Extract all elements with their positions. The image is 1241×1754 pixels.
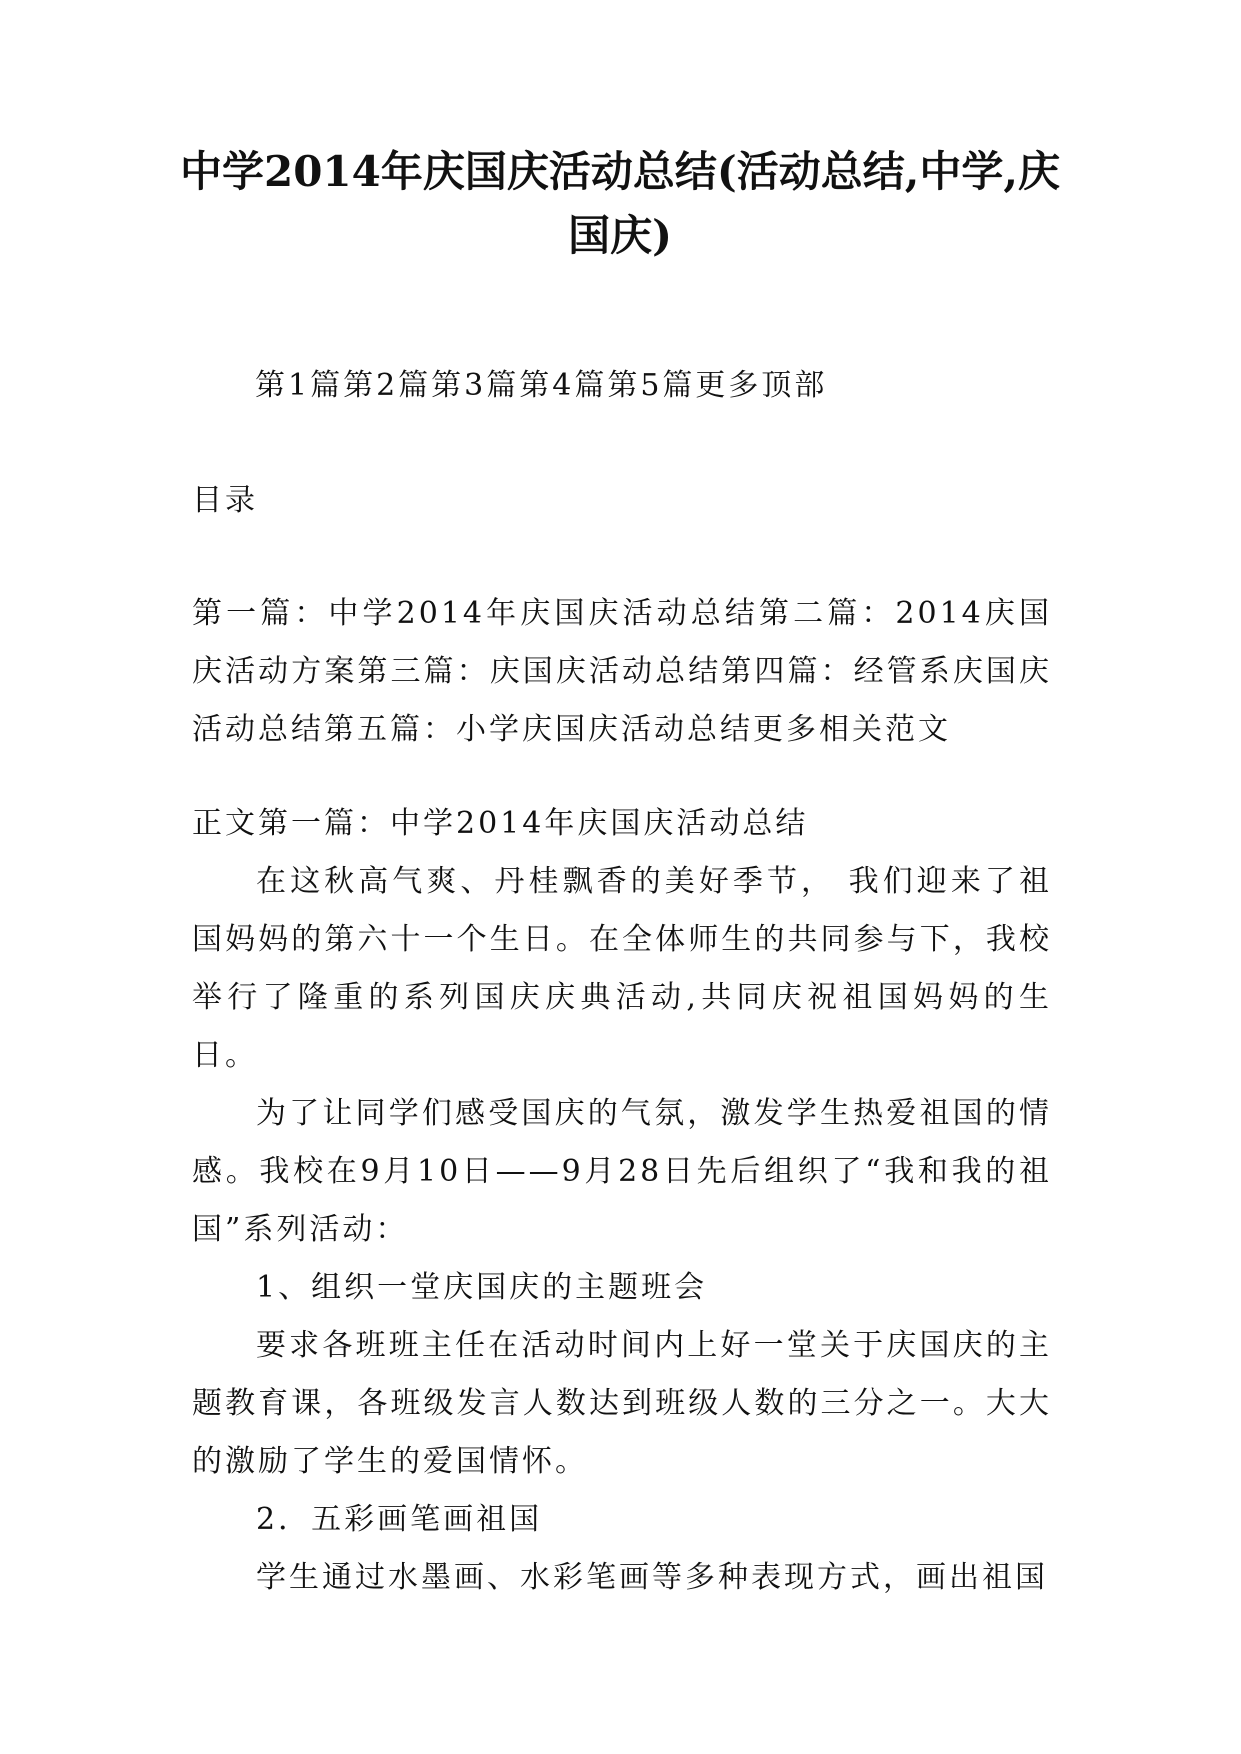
paragraph: 学生通过水墨画、水彩笔画等多种表现方式，画出祖国 <box>256 1560 1048 1595</box>
toc-heading: 目录 <box>192 483 258 518</box>
paragraph: 要求各班班主任在活动时间内上好一堂关于庆国庆的主题教育课，各班级发言人数达到班级人数的三分之一。大大的激励了学生的爱国情怀。 <box>192 1328 1052 1479</box>
section-nav-links[interactable]: 第1篇第2篇第3篇第4篇第5篇更多顶部 <box>255 368 828 403</box>
list-item-heading: 1、组织一堂庆国庆的主题班会 <box>256 1270 708 1305</box>
list-item-heading: 2．五彩画笔画祖国 <box>256 1502 543 1537</box>
section-heading: 正文第一篇：中学2014年庆国庆活动总结 <box>192 806 809 841</box>
paragraph: 为了让同学们感受国庆的气氛，激发学生热爱祖国的情感。我校在9月10日——9月28日先后组织了“我和我的祖国”系列活动： <box>192 1096 1052 1247</box>
paragraph: 在这秋高气爽、丹桂飘香的美好季节， 我们迎来了祖国妈妈的第六十一个生日。在全体师生的共同参与下，我校举行了隆重的系列国庆庆典活动,共同庆祝祖国妈妈的生日。 <box>192 864 1052 1073</box>
document-title: 中学2014年庆国庆活动总结(活动总结,中学,庆国庆) <box>179 147 1060 260</box>
document-body <box>192 795 1052 1607</box>
toc-list[interactable]: 第一篇：中学2014年庆国庆活动总结第二篇：2014庆国庆活动方案第三篇：庆国庆活动总结第四篇：经管系庆国庆活动总结第五篇：小学庆国庆活动总结更多相关范文 <box>192 596 1052 747</box>
